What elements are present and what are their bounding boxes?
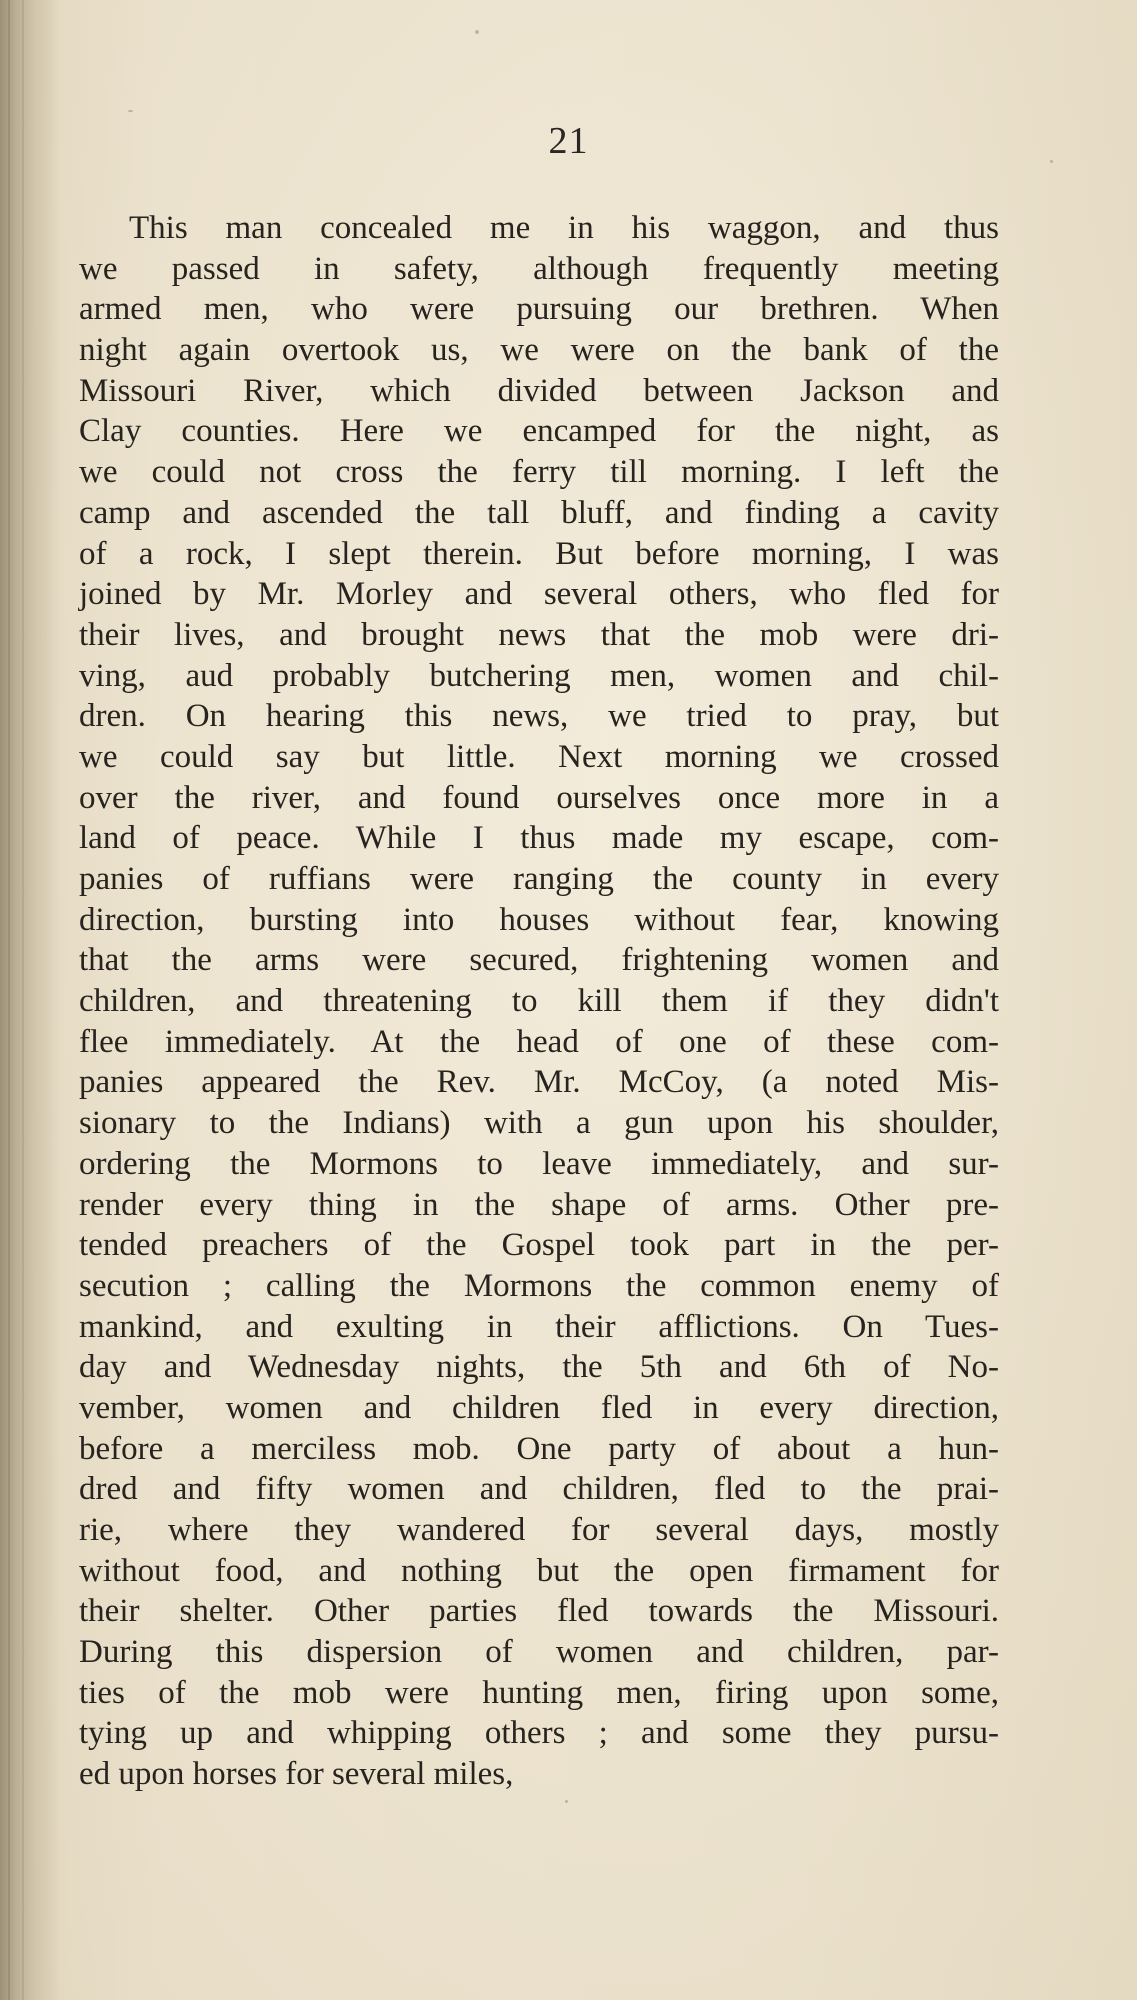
text-line: their shelter. Other parties fled towards the Missouri. [79, 1593, 999, 1630]
body-text [79, 208, 999, 1795]
paper-speck [475, 30, 479, 34]
paper-speck [128, 110, 133, 112]
text-line: panies of ruffians were ranging the county in every [79, 861, 999, 897]
text-line: ed upon horses for several miles, [79, 1756, 514, 1793]
binding-edge-line [8, 0, 10, 2000]
text-line: Missouri River, which divided between Jackson and [79, 372, 999, 409]
text-line: mankind, and exulting in their afflictions. On Tues- [79, 1308, 999, 1345]
paper-speck [565, 1800, 568, 1803]
text-line: flee immediately. At the head of one of these com- [79, 1023, 999, 1060]
text-line: During this dispersion of women and children, par- [79, 1634, 999, 1671]
text-line: ties of the mob were hunting men, firing upon some, [79, 1674, 999, 1711]
text-line: dren. On hearing this news, we tried to pray, but [79, 698, 999, 735]
text-line: night again overtook us, we were on the bank of the [79, 332, 999, 369]
text-line: secution ; calling the Mormons the common enemy of [79, 1267, 999, 1304]
text-line: dred and fifty women and children, fled to the prai- [79, 1471, 999, 1508]
text-line: we could not cross the ferry till morning. I left the [79, 454, 999, 491]
text-line: camp and ascended the tall bluff, and finding a cavity [79, 494, 999, 531]
text-line: sionary to the Indians) with a gun upon his shoulder, [79, 1105, 999, 1142]
text-line: Clay counties. Here we encamped for the night, as [79, 413, 999, 450]
text-line: joined by Mr. Morley and several others, who fled for [79, 576, 999, 613]
text-line: rie, where they wandered for several days, mostly [79, 1512, 999, 1548]
binding-edge-line [22, 0, 24, 2000]
text-line: their lives, and brought news that the mob were dri- [79, 616, 999, 653]
text-line: ving, aud probably butchering men, women and chil- [79, 657, 999, 694]
text-line: of a rock, I slept therein. But before morning, I was [79, 535, 999, 572]
text-line: children, and threatening to kill them if they didn't [79, 983, 999, 1020]
paper-speck [1050, 160, 1053, 163]
text-line: render every thing in the shape of arms. Other pre- [79, 1186, 999, 1223]
text-line: we could say but little. Next morning we crossed [79, 738, 999, 775]
text-line: tying up and whipping others ; and some they pursu- [79, 1715, 999, 1752]
page-number: 21 [548, 120, 589, 162]
text-line: we passed in safety, although frequently meeting [79, 250, 999, 287]
text-line: direction, bursting into houses without fear, knowing [79, 901, 999, 938]
text-line: panies appeared the Rev. Mr. McCoy, (a noted Mis- [79, 1064, 999, 1101]
text-line: ordering the Mormons to leave immediately, and sur- [79, 1145, 999, 1182]
text-line: tended preachers of the Gospel took part in the per- [79, 1227, 999, 1264]
text-line: over the river, and found ourselves once more in a [79, 779, 999, 816]
text-line: land of peace. While I thus made my escape, com- [79, 820, 999, 857]
text-line: armed men, who were pursuing our brethren. When [79, 291, 999, 328]
text-line: vember, women and children fled in every direction, [79, 1389, 999, 1426]
text-line: This man concealed me in his waggon, and thus [129, 210, 999, 246]
text-line: before a merciless mob. One party of about a hun- [79, 1430, 999, 1467]
text-line: day and Wednesday nights, the 5th and 6th of No- [79, 1349, 999, 1386]
text-line: that the arms were secured, frightening women and [79, 942, 999, 979]
text-line: without food, and nothing but the open firmament for [79, 1552, 999, 1589]
